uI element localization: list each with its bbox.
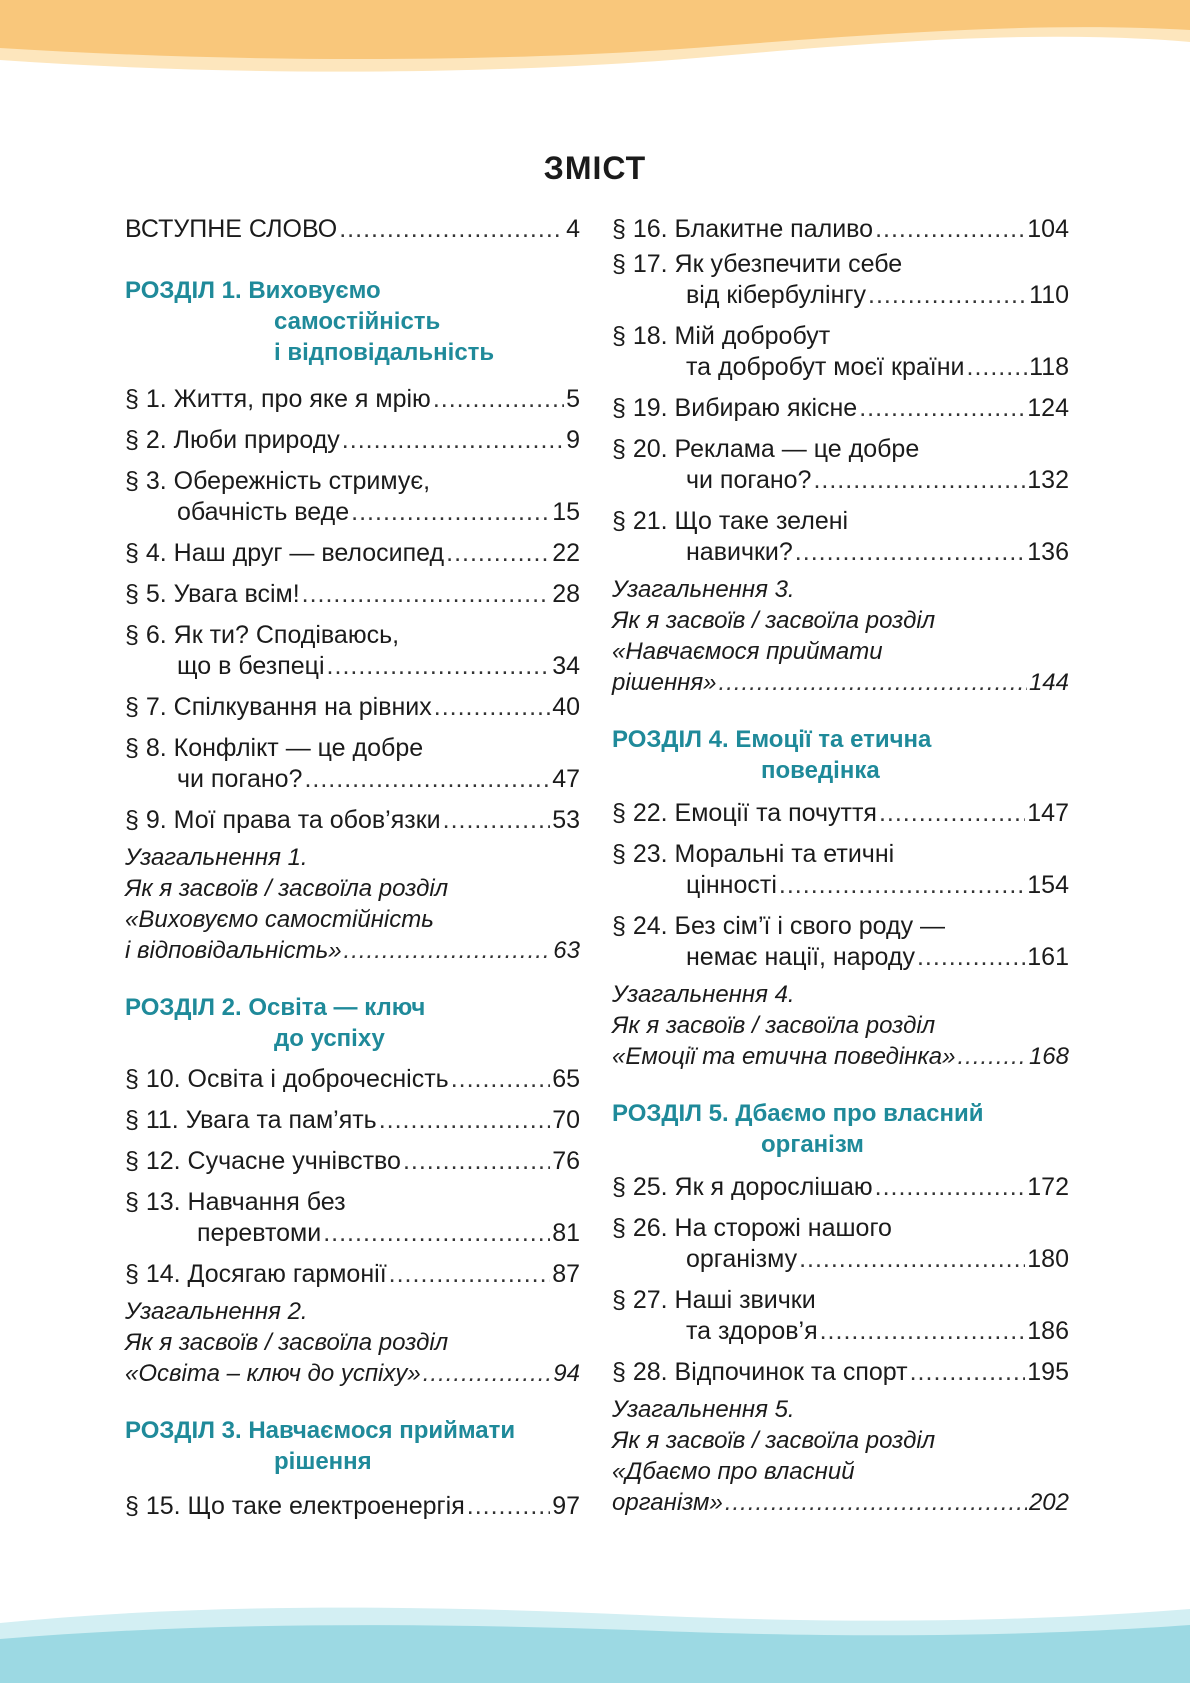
page-number: 81	[552, 1219, 580, 1247]
page-number: 94	[553, 1360, 580, 1387]
toc-entry-16[interactable]: § 16. Блакитне паливо ..... 104	[612, 214, 1069, 245]
toc-entry-15[interactable]: § 15. Що таке електроенергія ..... 97	[125, 1491, 580, 1522]
page-number: 5	[566, 385, 580, 413]
toc-entry-10[interactable]: § 10. Освіта і доброчесність ..... 65	[125, 1064, 580, 1095]
toc-summary-1[interactable]: Узагальнення 1. Як я засвоїв / засвоїла розділ «Виховуємо самостійність і відповідальність» ..... 63	[125, 842, 580, 966]
toc-entry-21[interactable]: § 21. Що таке зелені навички? ..... 136	[612, 506, 1069, 568]
page-number: 132	[1027, 466, 1069, 494]
page-number: 118	[1029, 353, 1069, 381]
page-number: 104	[1027, 215, 1069, 243]
toc-summary-5[interactable]: Узагальнення 5. Як я засвоїв / засвоїла розділ «Дбаємо про власний організм» ..... 202	[612, 1394, 1069, 1518]
bottom-wave-decoration	[0, 1583, 1190, 1683]
toc-column-left	[125, 214, 580, 1522]
toc-summary-2[interactable]: Узагальнення 2. Як я засвоїв / засвоїла розділ «Освіта – ключ до успіху» ..... 94	[125, 1296, 580, 1389]
toc-summary-4[interactable]: Узагальнення 4. Як я засвоїв / засвоїла розділ «Емоції та етична поведінка» ..... 168	[612, 979, 1069, 1072]
page-number: 186	[1027, 1317, 1069, 1345]
toc-entry-6[interactable]: § 6. Як ти? Сподіваюсь, що в безпеці ..... 34	[125, 620, 580, 682]
section-heading-4: РОЗДІЛ 4. Емоції та етична поведінка	[612, 726, 932, 784]
page-number: 76	[552, 1147, 580, 1175]
page-number: 87	[552, 1260, 580, 1288]
section-heading-2: РОЗДІЛ 2. Освіта — ключ до успіху	[125, 994, 426, 1052]
page-number: 9	[566, 426, 580, 454]
page-number: 53	[552, 806, 580, 834]
page-number: 15	[552, 498, 580, 526]
page-number: 180	[1027, 1245, 1069, 1273]
page-title: ЗМІСТ	[543, 150, 647, 186]
page-number: 47	[552, 765, 580, 793]
toc-entry-9[interactable]: § 9. Мої права та обов’язки ..... 53	[125, 805, 580, 836]
section-heading-5: РОЗДІЛ 5. Дбаємо про власний організм	[612, 1100, 984, 1158]
toc-entry-2[interactable]: § 2. Люби природу ..... 9	[125, 425, 580, 456]
toc-entry-20[interactable]: § 20. Реклама — це добре чи погано? ..... 132	[612, 434, 1069, 496]
page-number: 70	[552, 1106, 580, 1134]
page-number: 195	[1027, 1358, 1069, 1386]
toc-entry-7[interactable]: § 7. Спілкування на рівних ..... 40	[125, 692, 580, 723]
page-number: 34	[552, 652, 580, 680]
page-number: 202	[1028, 1489, 1069, 1516]
toc-entry-23[interactable]: § 23. Моральні та етичні цінності ..... 154	[612, 839, 1069, 901]
toc-entry-26[interactable]: § 26. На сторожі нашого організму ..... 180	[612, 1213, 1069, 1275]
toc-entry-intro[interactable]: ВСТУПНЕ СЛОВО ..... 4	[125, 214, 580, 245]
toc-summary-3[interactable]: Узагальнення 3. Як я засвоїв / засвоїла розділ «Навчаємося приймати рішення» ..... 144	[612, 574, 1069, 698]
toc-entry-12[interactable]: § 12. Сучасне учнівство ..... 76	[125, 1146, 580, 1177]
toc-entry-24[interactable]: § 24. Без сім’ї і свого роду — немає нації, народу ..... 161	[612, 911, 1069, 973]
page-number: 97	[552, 1492, 580, 1520]
section-heading-1: РОЗДІЛ 1. Виховуємо самостійність і відповідальність	[125, 277, 495, 366]
page-number: 4	[566, 215, 580, 243]
page-number: 168	[1028, 1043, 1069, 1070]
toc-entry-18[interactable]: § 18. Мій добробут та добробут моєї країни ..... 118	[612, 321, 1069, 383]
page-number: 40	[552, 693, 580, 721]
section-heading-3: РОЗДІЛ 3. Навчаємося приймати рішення	[125, 1417, 516, 1475]
toc-entry-14[interactable]: § 14. Досягаю гармонії ..... 87	[125, 1259, 580, 1290]
page-number: 124	[1027, 394, 1069, 422]
page-number: 136	[1027, 538, 1069, 566]
toc-entry-25[interactable]: § 25. Як я дорослішаю ..... 172	[612, 1172, 1069, 1203]
toc-entry-28[interactable]: § 28. Відпочинок та спорт ..... 195	[612, 1357, 1069, 1388]
toc-entry-3[interactable]: § 3. Обережність стримує, обачність веде ..... 15	[125, 466, 580, 528]
page-number: 63	[553, 937, 580, 964]
toc-column-right	[612, 214, 1069, 1518]
page-number: 110	[1029, 281, 1069, 309]
page-number: 172	[1027, 1173, 1069, 1201]
toc-entry-22[interactable]: § 22. Емоції та почуття ..... 147	[612, 798, 1069, 829]
page-number: 147	[1027, 799, 1069, 827]
toc-entry-27[interactable]: § 27. Наші звички та здоров’я ..... 186	[612, 1285, 1069, 1347]
toc-entry-1[interactable]: § 1. Життя, про яке я мрію ..... 5	[125, 384, 580, 415]
toc-entry-17[interactable]: § 17. Як убезпечити себе від кібербулінгу ..... 110	[612, 249, 1069, 311]
toc-entry-5[interactable]: § 5. Увага всім! ..... 28	[125, 579, 580, 610]
page-number: 144	[1028, 669, 1069, 696]
toc-entry-19[interactable]: § 19. Вибираю якісне ..... 124	[612, 393, 1069, 424]
toc-entry-13[interactable]: § 13. Навчання без перевтоми ..... 81	[125, 1187, 580, 1249]
toc-entry-11[interactable]: § 11. Увага та пам’ять ..... 70	[125, 1105, 580, 1136]
page-number: 22	[552, 539, 580, 567]
toc-entry-4[interactable]: § 4. Наш друг — велосипед ..... 22	[125, 538, 580, 569]
page-number: 65	[552, 1065, 580, 1093]
page-number: 161	[1027, 943, 1069, 971]
toc-entry-8[interactable]: § 8. Конфлікт — це добре чи погано? ..... 47	[125, 733, 580, 795]
top-wave-decoration	[0, 0, 1190, 90]
page-number: 154	[1027, 871, 1069, 899]
page-number: 28	[552, 580, 580, 608]
